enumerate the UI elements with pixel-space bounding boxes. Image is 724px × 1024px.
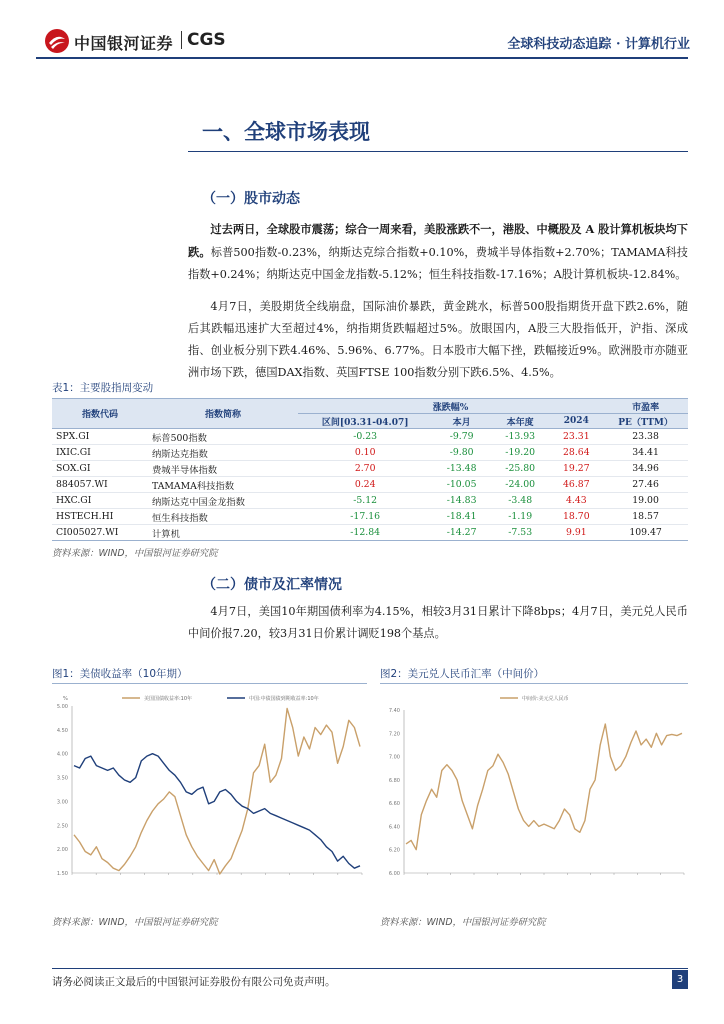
cell-period: 0.24: [298, 477, 432, 493]
y-tick-label: 2.00: [56, 847, 68, 854]
logo-icon: [44, 28, 70, 54]
cell-y2024: 19.27: [549, 461, 603, 477]
y-tick-label: 6.60: [388, 801, 400, 808]
header-pe-group: 市盈率: [603, 399, 688, 414]
cell-y2024: 28.64: [549, 445, 603, 461]
table-row: [52, 445, 688, 461]
figure2-caption: 图2：美元兑人民币汇率（中间价）: [380, 668, 545, 680]
cell-period: 0.10: [298, 445, 432, 461]
figure1-caption: 图1：美债收益率（10年期）: [52, 668, 188, 680]
subsection-title-bond-fx: （二）债市及汇率情况: [202, 577, 342, 593]
page-number: 3: [672, 970, 688, 989]
cell-code: IXIC.GI: [52, 445, 148, 461]
cell-name: 费城半导体指数: [148, 461, 298, 477]
cell-name: 恒生科技指数: [148, 509, 298, 525]
index-table: [52, 398, 688, 541]
cell-month: -10.05: [432, 477, 491, 493]
cell-ytd: -13.93: [491, 429, 550, 445]
header-ytd: 本年度: [491, 414, 550, 429]
y-tick-label: 6.80: [388, 777, 400, 784]
report-title: 全球科技动态追踪 · 计算机行业: [507, 37, 690, 52]
paragraph-market-summary: [188, 218, 688, 286]
cell-period: -0.23: [298, 429, 432, 445]
y-tick-label: 3.00: [56, 799, 68, 806]
cell-y2024: 4.43: [549, 493, 603, 509]
cell-name: 纳斯达克指数: [148, 445, 298, 461]
series-line-1: [74, 754, 360, 869]
cell-pe: 109.47: [603, 525, 688, 541]
y-tick-label: 1.50: [56, 871, 68, 877]
cell-code: HXC.GI: [52, 493, 148, 509]
header-period: 区间[03.31-04.07]: [298, 414, 432, 429]
paragraph-body: 4月7日，美国10年期国债利率为4.15%，相较3月31日累计下降8bps；4月7日，美元兑人民币中间价报7.20，较3月31日价累计调贬198个基点。: [188, 605, 688, 640]
series-line-0: [74, 708, 360, 874]
cell-ytd: -19.20: [491, 445, 550, 461]
cell-y2024: 18.70: [549, 509, 603, 525]
table-row: [52, 525, 688, 541]
header-code: 指数代码: [52, 399, 148, 429]
cell-pe: 34.96: [603, 461, 688, 477]
y-tick-label: 7.20: [388, 731, 400, 738]
paragraph-april7: [188, 296, 688, 384]
paragraph-bond-fx: [188, 601, 688, 645]
cell-period: 2.70: [298, 461, 432, 477]
y-tick-label: 2.50: [56, 823, 68, 830]
cell-period: -12.84: [298, 525, 432, 541]
table-source: 资料来源：WIND，中国银河证券研究院: [52, 548, 218, 559]
cell-period: -5.12: [298, 493, 432, 509]
legend-label: 中国:中债国债到期收益率:10年: [249, 696, 319, 702]
header-name: 指数简称: [148, 399, 298, 429]
cell-pe: 34.41: [603, 445, 688, 461]
cell-code: HSTECH.HI: [52, 509, 148, 525]
bond-yield-chart: [52, 688, 367, 908]
usdcny-chart: [380, 688, 688, 908]
figure2-source: 资料来源：WIND，中国银河证券研究院: [380, 917, 546, 928]
y-tick-label: 6.40: [388, 824, 400, 831]
cell-month: -14.83: [432, 493, 491, 509]
cell-y2024: 46.87: [549, 477, 603, 493]
figure1-source: 资料来源：WIND，中国银河证券研究院: [52, 917, 218, 928]
table-row: [52, 461, 688, 477]
figure2-divider: [380, 683, 688, 684]
cell-code: SPX.GI: [52, 429, 148, 445]
y-tick-label: 5.00: [56, 704, 68, 710]
footer-disclaimer: 请务必阅读正文最后的中国银河证券股份有限公司免责声明。: [52, 976, 336, 988]
header-2024: 2024: [549, 414, 603, 429]
y-tick-label: 4.00: [56, 751, 68, 758]
paragraph-body: 标普500指数-0.23%，纳斯达克综合指数+0.10%，费城半导体指数+2.70%；TAMAMA科技指数+0.24%；纳斯达克中国金龙指数-5.12%；恒生科技指数-17.16%；A股计算机板块-12.84%。: [188, 246, 688, 281]
cell-pe: 27.46: [603, 477, 688, 493]
section-divider: [188, 151, 688, 152]
figure1-divider: [52, 683, 367, 684]
paragraph-lead: 过去两日，全球股市震荡；综合一周来看，美股涨跌不一，港股、中概股及 A 股计算机板块均下跌。: [188, 222, 688, 259]
table-caption: 表1：主要股指周变动: [52, 382, 154, 394]
y-tick-label: 3.50: [56, 775, 68, 782]
cell-name: 纳斯达克中国金龙指数: [148, 493, 298, 509]
y-tick-label: 6.20: [388, 847, 400, 854]
cell-y2024: 23.31: [549, 429, 603, 445]
y-tick-label: 7.40: [388, 708, 400, 714]
table-row: [52, 477, 688, 493]
cell-month: -9.80: [432, 445, 491, 461]
cell-month: -14.27: [432, 525, 491, 541]
cell-pe: 19.00: [603, 493, 688, 509]
header-divider: [36, 57, 688, 59]
table-row: [52, 429, 688, 445]
cell-month: -13.48: [432, 461, 491, 477]
cell-ytd: -3.48: [491, 493, 550, 509]
logo-company-name: 中国银河证券: [74, 34, 174, 53]
cell-name: 标普500指数: [148, 429, 298, 445]
header-month: 本月: [432, 414, 491, 429]
y-tick-label: 6.00: [388, 871, 400, 877]
header-change-group: 涨跌幅%: [298, 399, 603, 414]
subsection-title-stock: （一）股市动态: [202, 191, 300, 207]
cell-pe: 18.57: [603, 509, 688, 525]
logo-company-abbr: CGS: [187, 30, 226, 50]
cell-ytd: -7.53: [491, 525, 550, 541]
legend-label: 中间价:美元兑人民币: [522, 696, 569, 702]
cell-code: SOX.GI: [52, 461, 148, 477]
cell-ytd: -24.00: [491, 477, 550, 493]
y-tick-label: 7.00: [388, 754, 400, 761]
cell-month: -9.79: [432, 429, 491, 445]
cell-ytd: -1.19: [491, 509, 550, 525]
cell-ytd: -25.80: [491, 461, 550, 477]
y-axis-unit: %: [62, 696, 68, 702]
legend-label: 美国国债收益率:10年: [144, 696, 193, 702]
series-line-0: [406, 724, 682, 850]
logo-divider: [181, 31, 182, 49]
header-pe: PE（TTM）: [603, 414, 688, 429]
cell-period: -17.16: [298, 509, 432, 525]
cell-code: CI005027.WI: [52, 525, 148, 541]
y-tick-label: 4.50: [56, 727, 68, 734]
cell-name: 计算机: [148, 525, 298, 541]
footer-divider: [52, 968, 688, 969]
table-row: [52, 493, 688, 509]
section-title: 一、全球市场表现: [202, 119, 370, 144]
cell-y2024: 9.91: [549, 525, 603, 541]
paragraph-body: 4月7日，美股期货全线崩盘，国际油价暴跌，黄金跳水，标普500股指期货开盘下跌2.6%，随后其跌幅迅速扩大至超过4%，纳指期货跌幅超过5%。放眼国内，A股三大股指低开，沪指、深成指、创业板分别下跌4.46%、5.96%、6.77%。日本股市大幅下挫，跌幅接近9%。欧洲股市亦随亚洲市场下跌，德国DAX指数、英国FTSE 100指数分别下跌6.5%、4.5%。: [188, 300, 688, 379]
cell-month: -18.41: [432, 509, 491, 525]
cell-code: 884057.WI: [52, 477, 148, 493]
cell-name: TAMAMA科技指数: [148, 477, 298, 493]
table-row: [52, 509, 688, 525]
cell-pe: 23.38: [603, 429, 688, 445]
